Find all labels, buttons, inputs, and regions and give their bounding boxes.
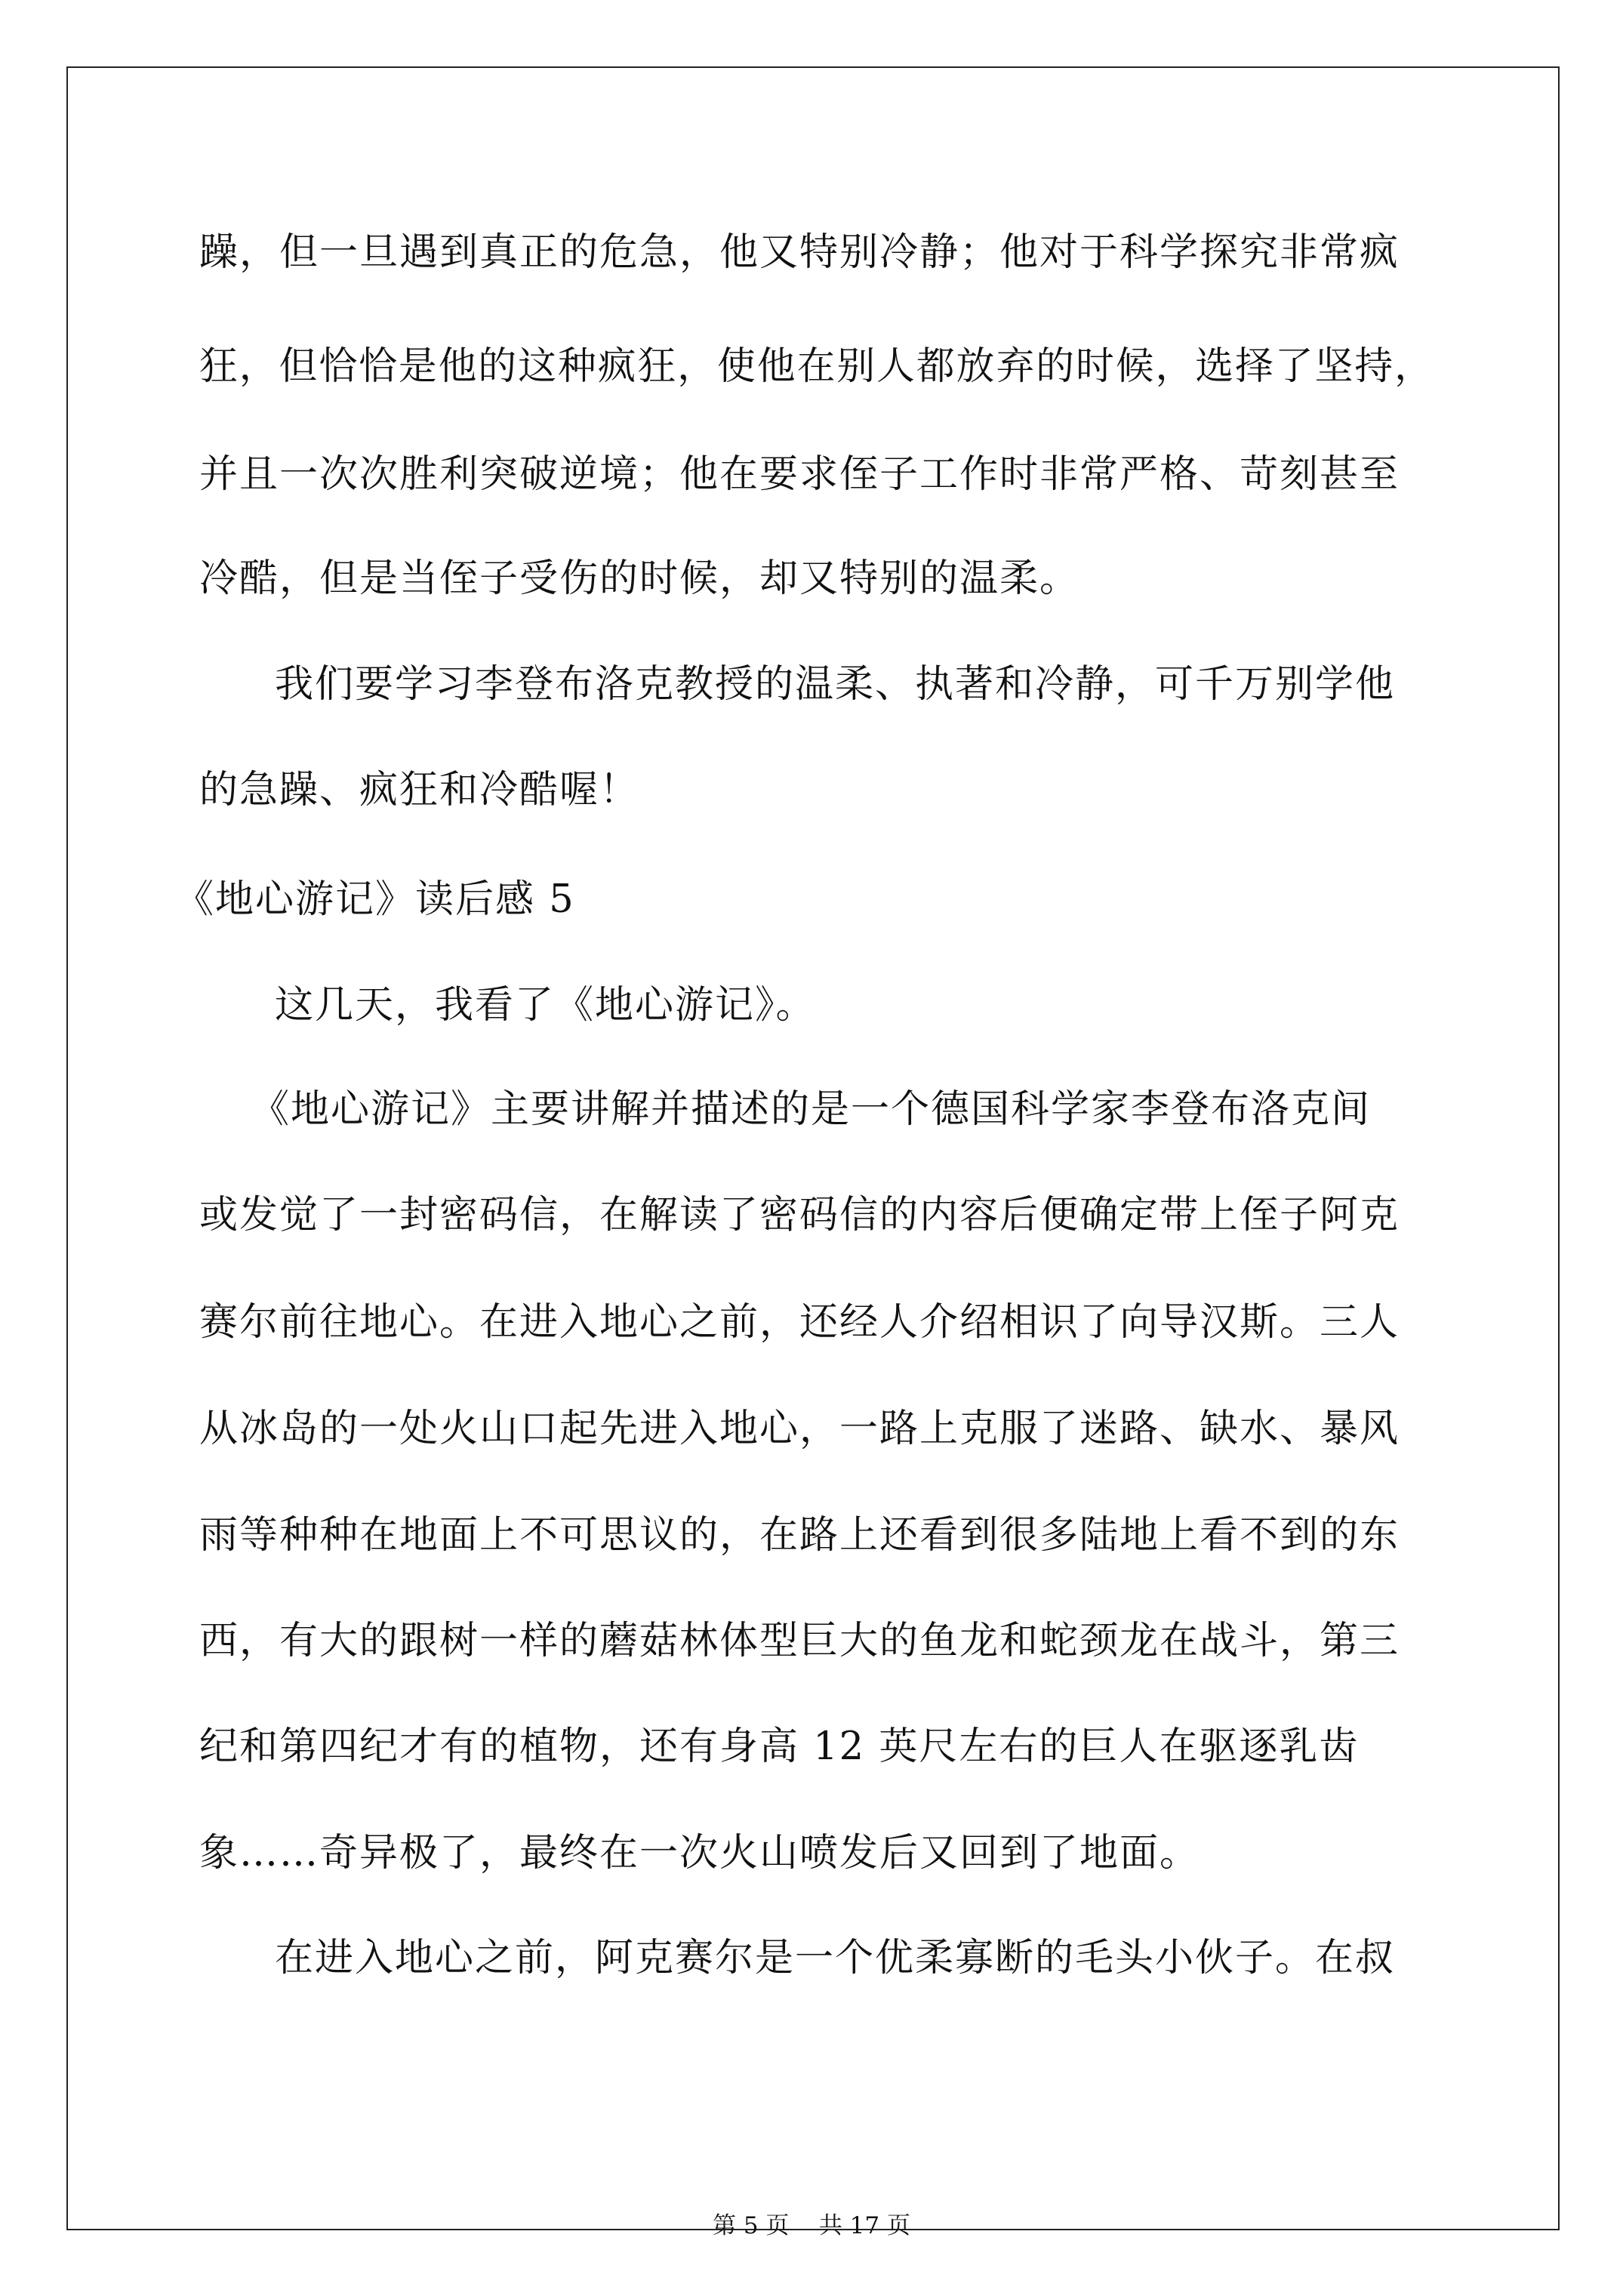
text-line: 狂，但恰恰是他的这种疯狂，使他在别人都放弃的时候，选择了坚持，	[199, 344, 1434, 389]
text-line: 并且一次次胜利突破逆境；他在要求侄子工作时非常严格、苛刻甚至	[199, 452, 1400, 497]
text-line: 从冰岛的一处火山口起先进入地心，一路上克服了迷路、缺水、暴风	[199, 1407, 1400, 1451]
page-number: 第 5 页 共 17 页	[712, 2212, 910, 2239]
text-line: 躁，但一旦遇到真正的危急，他又特别冷静；他对于科学探究非常疯	[199, 230, 1400, 275]
text-line: 西，有大的跟树一样的蘑菇林体型巨大的鱼龙和蛇颈龙在战斗，第三	[199, 1619, 1400, 1663]
text-line: 这几天，我看了《地心游记》。	[275, 983, 816, 1028]
text-line: 我们要学习李登布洛克教授的温柔、执著和冷静，可千万别学他	[275, 662, 1396, 707]
text-line: 或发觉了一封密码信，在解读了密码信的内容后便确定带上侄子阿克	[199, 1193, 1400, 1237]
text-line: 雨等种种在地面上不可思议的，在路上还看到很多陆地上看不到的东	[199, 1513, 1400, 1558]
text-line: 纪和第四纪才有的植物，还有身高 12 英尺左右的巨人在驱逐乳齿	[199, 1724, 1360, 1769]
text-line: 象……奇异极了，最终在一次火山喷发后又回到了地面。	[199, 1831, 1200, 1875]
text-line: 赛尔前往地心。在进入地心之前，还经人介绍相识了向导汉斯。三人	[199, 1300, 1400, 1345]
text-line: 的急躁、疯狂和冷酷喔！	[199, 768, 640, 812]
text-line: 《地心游记》主要讲解并描述的是一个德国科学家李登布洛克间	[251, 1087, 1372, 1132]
section-heading: 《地心游记》读后感 5	[175, 877, 575, 922]
text-line: 在进入地心之前，阿克赛尔是一个优柔寡断的毛头小伙子。在叔	[275, 1936, 1396, 1980]
page-border	[66, 66, 1560, 2230]
text-line: 冷酷，但是当侄子受伤的时候，却又特别的温柔。	[199, 556, 1080, 601]
